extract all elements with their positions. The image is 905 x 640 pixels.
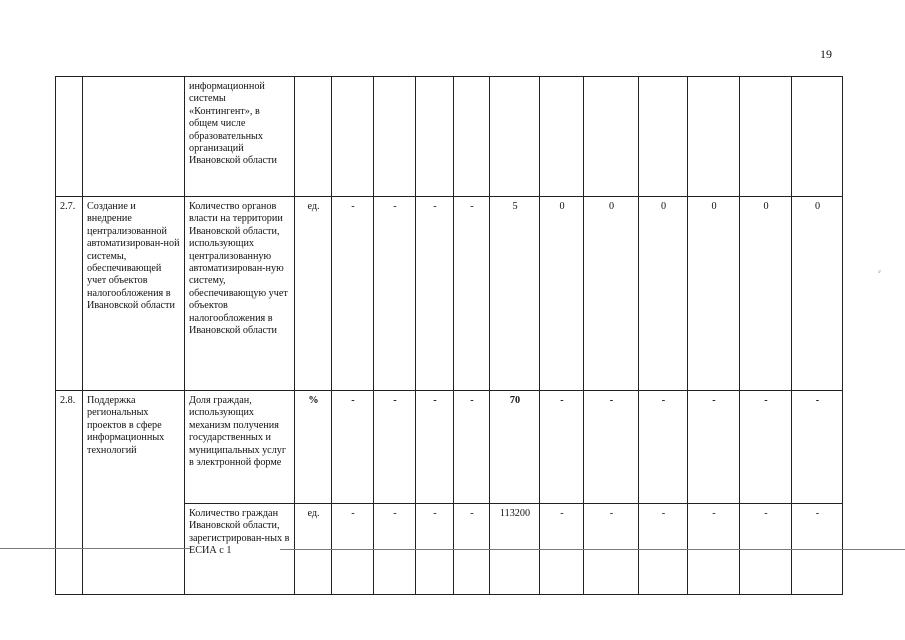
value-cell: -	[639, 504, 688, 595]
value-cell: -	[792, 504, 843, 595]
value-cell: 0	[584, 197, 639, 391]
indicator-cell: Количество органов власти на территории Ивановской области, использующих централизованную автоматизирован-ную систему, обеспечивающую учет объектов налогообложения в Ивановской области	[185, 197, 295, 391]
indicator-cell: Доля граждан, использующих механизм получения государственных и муниципальных услуг в электронной форме	[185, 391, 295, 504]
value-cell: -	[374, 504, 416, 595]
row-number: 2.8.	[56, 391, 83, 595]
value-cell	[740, 77, 792, 197]
unit-cell: ед.	[295, 197, 332, 391]
unit-cell: %	[295, 391, 332, 504]
value-cell: -	[584, 391, 639, 504]
value-cell: -	[454, 391, 490, 504]
value-cell	[584, 77, 639, 197]
value-cell: -	[374, 197, 416, 391]
value-cell	[688, 77, 740, 197]
value-cell	[490, 77, 540, 197]
value-cell: -	[688, 504, 740, 595]
value-cell	[332, 77, 374, 197]
activity-cell	[83, 77, 185, 197]
value-cell: -	[416, 197, 454, 391]
value-cell: 0	[792, 197, 843, 391]
value-cell: -	[792, 391, 843, 504]
value-cell	[639, 77, 688, 197]
value-cell	[374, 77, 416, 197]
scan-artifact-line	[0, 548, 190, 549]
value-cell: -	[454, 504, 490, 595]
value-cell: -	[374, 391, 416, 504]
scan-artifact-line	[280, 549, 905, 550]
indicator-cell: Количество граждан Ивановской области, зарегистрирован-ных в ЕСИА с 1	[185, 504, 295, 595]
value-cell: 0	[688, 197, 740, 391]
value-cell: -	[416, 391, 454, 504]
value-cell: 5	[490, 197, 540, 391]
value-cell: -	[740, 504, 792, 595]
indicator-cell: информационной системы «Контингент», в общем числе образовательных организаций Ивановской области	[185, 77, 295, 197]
value-cell: 0	[540, 197, 584, 391]
table-row	[56, 197, 843, 391]
table-row	[56, 391, 843, 504]
value-cell: 0	[639, 197, 688, 391]
value-cell	[792, 77, 843, 197]
row-number: 2.7.	[56, 197, 83, 391]
value-cell: 70	[490, 391, 540, 504]
value-cell: -	[639, 391, 688, 504]
row-number	[56, 77, 83, 197]
value-cell: -	[332, 391, 374, 504]
value-cell: -	[454, 197, 490, 391]
value-cell: 113200	[490, 504, 540, 595]
activity-cell: Поддержка региональных проектов в сфере информационных технологий	[83, 391, 185, 595]
activity-cell: Создание и внедрение централизованной автоматизирован-ной системы, обеспечивающей учет объектов налогообложения в Ивановской области	[83, 197, 185, 391]
value-cell	[454, 77, 490, 197]
table-row	[56, 77, 843, 197]
value-cell: -	[540, 391, 584, 504]
value-cell: 0	[740, 197, 792, 391]
unit-cell: ед.	[295, 504, 332, 595]
value-cell	[416, 77, 454, 197]
value-cell: -	[540, 504, 584, 595]
value-cell: -	[332, 197, 374, 391]
value-cell: -	[740, 391, 792, 504]
value-cell: -	[584, 504, 639, 595]
indicators-table	[55, 76, 843, 595]
unit-cell	[295, 77, 332, 197]
value-cell: -	[332, 504, 374, 595]
page-number: 19	[820, 47, 832, 61]
value-cell: -	[416, 504, 454, 595]
scan-speck: ⸗	[878, 266, 881, 276]
value-cell: -	[688, 391, 740, 504]
value-cell	[540, 77, 584, 197]
